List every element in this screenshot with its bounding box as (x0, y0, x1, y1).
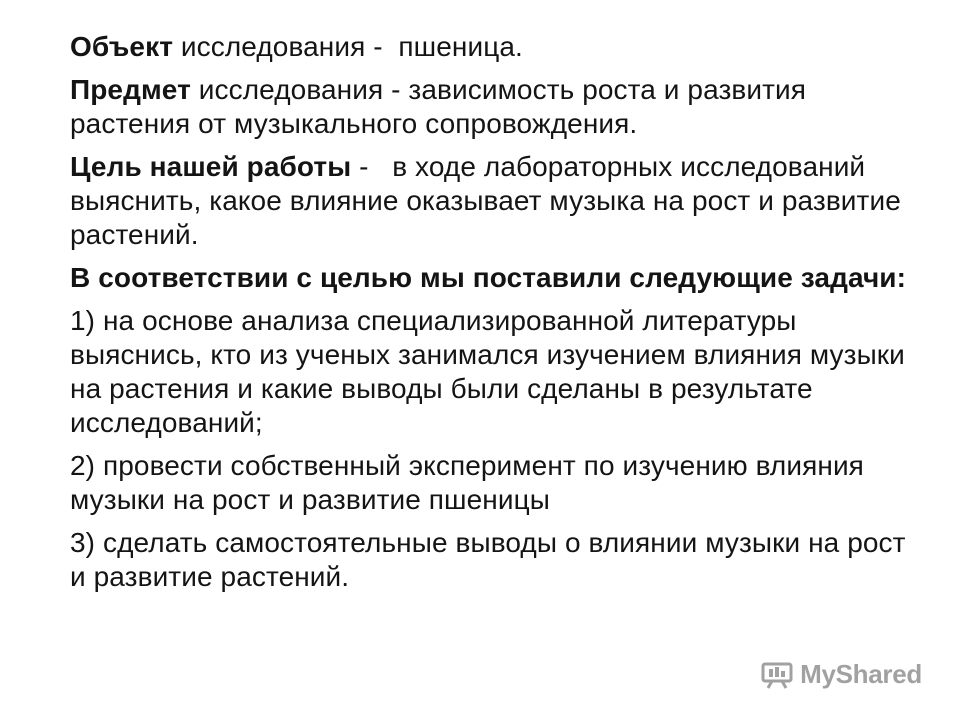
object-label: Объект (70, 31, 174, 62)
object-text: исследования - пшеница. (173, 31, 523, 62)
myshared-watermark (760, 659, 922, 690)
subject-label: Предмет (70, 74, 191, 105)
task-item-2: 2) провести собственный эксперимент по изучению влияния музыки на рост и развитие пшеницы (70, 450, 872, 515)
slide-content (70, 30, 920, 603)
task-item-1: 1) на основе анализа специализированной литературы выяснись, кто из ученых занимался изучением влияния музыки на растения и какие выводы были сделаны в результате исследований; (70, 305, 913, 438)
goal-paragraph (70, 150, 920, 252)
subject-paragraph (70, 73, 920, 141)
presentation-board-icon (760, 661, 794, 689)
goal-text: - в ходе лабораторных исследований выяснить, какое влияние оказывает музыка на рост и развитие растений. (70, 151, 909, 250)
task-item-3: 3) сделать самостоятельные выводы о влиянии музыки на рост и развитие растений. (70, 527, 914, 592)
watermark-text: MyShared (800, 659, 922, 689)
tasks-heading: В соответствии с целью мы поставили следующие задачи: (70, 262, 907, 293)
object-paragraph (70, 30, 920, 64)
goal-label: Цель нашей работы (70, 151, 352, 182)
subject-text: исследования - зависимость роста и развития растения от музыкального сопровождения. (70, 74, 814, 139)
